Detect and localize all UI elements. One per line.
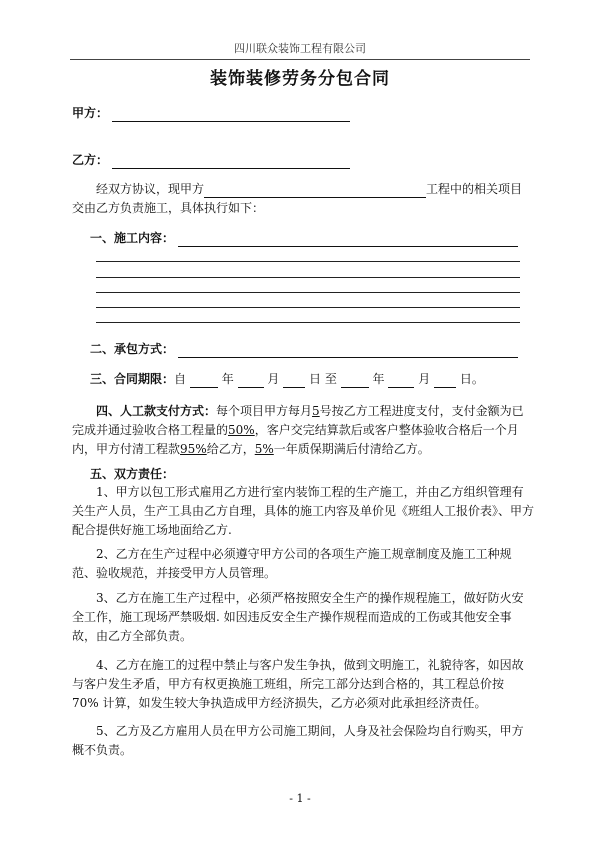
term-month-2: 月: [418, 372, 431, 386]
intro-suffix: 工程中的相关项目: [426, 182, 523, 196]
party-a-blank: [112, 107, 350, 122]
section-4-paragraph: [72, 402, 534, 459]
section-1-row: [90, 229, 518, 247]
section-4-text: 甲方付清工程款: [96, 442, 181, 456]
content-rule: [96, 277, 520, 278]
section-1-blank: [178, 232, 518, 247]
pay-day-value: 5: [312, 404, 320, 418]
party-b-blank: [112, 154, 350, 169]
term-day-to: 日 至: [309, 372, 337, 386]
end-year-blank: [341, 373, 369, 388]
duty-item-2: 2、乙方在生产过程中必须遵守甲方公司的各项生产施工规章制度及施工工种规范、验收规范，并接受甲方人员管理。: [72, 547, 512, 580]
party-b-label: 乙方：: [72, 153, 109, 167]
content-rule: [96, 322, 520, 323]
end-day-blank: [434, 373, 456, 388]
party-a-label: 甲方：: [72, 106, 109, 120]
duty-item-1: 1、甲方以包工形式雇用乙方进行室内装饰工程的生产施工，并由乙方组织管理有关生产人员，生产工具由乙方自理，具体的施工内容及单价见《班组人工报价表》、甲方配合提供好施工场地面给乙方.: [72, 485, 535, 537]
company-header: 四川联众装饰工程有限公司: [70, 40, 530, 60]
start-day-blank: [283, 373, 305, 388]
section-3-row: [90, 370, 484, 388]
section-4-text: ，客户交完结算款后或客户整体验收合格后一个月内，: [72, 423, 519, 456]
duty-item-4: 4、乙方在施工的过程中禁止与客户发生争执，做到文明施工，礼貌待客，如因故与客户发生矛盾，甲方有权更换施工班组，所完工部分达到合格的，其工程总价按 70% 计算，如发生较大争执造成甲方经济损失，乙方必须对此承担经济责任。: [72, 658, 524, 710]
term-from: 自: [174, 372, 187, 386]
term-month: 月: [267, 372, 280, 386]
section-2-blank: [178, 343, 518, 358]
intro-project-blank: [204, 183, 426, 198]
page-number: - 1 -: [289, 792, 311, 805]
term-year-2: 年: [372, 372, 385, 386]
section-4-text: 一年质保期满后付清给乙方。: [273, 442, 430, 456]
retention-percent-value: 5%: [254, 442, 274, 456]
section-4-text: 给乙方，: [206, 442, 255, 456]
intro-line-1: [96, 180, 522, 198]
section-2-row: [90, 340, 518, 358]
section-4-text: 每个项目甲方每月: [216, 404, 313, 418]
content-rule: [96, 261, 520, 262]
section-2-label: 二、承包方式：: [90, 342, 175, 356]
section-1-label: 一、施工内容：: [90, 231, 175, 245]
content-rule: [96, 292, 520, 293]
section-3-label: 三、合同期限：: [90, 372, 175, 386]
duty-item-5: 5、乙方及乙方雇用人员在甲方公司施工期间，人身及社会保险均自行购买，甲方概不负责。: [72, 724, 524, 757]
final-percent-value: 95%: [180, 442, 207, 456]
progress-percent-value: 50%: [228, 423, 255, 437]
intro-prefix: 经双方协议，现甲方: [96, 182, 205, 196]
section-4-text: 号按乙方工程进度支付，支付金额为已: [319, 404, 524, 418]
section-4-text: 完成并通过验收合格工程量的: [72, 423, 229, 437]
term-year: 年: [221, 372, 234, 386]
term-day-end: 日。: [459, 372, 484, 386]
contract-title: 装饰装修劳务分包合同: [210, 69, 390, 89]
start-month-blank: [238, 373, 264, 388]
section-4-label: 四、人工款支付方式：: [96, 404, 217, 418]
party-b-row: [72, 151, 350, 169]
section-5-label: 五、双方责任：: [90, 467, 175, 481]
start-year-blank: [190, 373, 218, 388]
content-rule: [96, 307, 520, 308]
end-month-blank: [388, 373, 414, 388]
party-a-row: [72, 104, 350, 122]
duty-item-3: 3、乙方在施工生产过程中，必须严格按照安全生产的操作规程施工，做好防火安全工作，施工现场严禁吸烟. 如因违反安全生产操作规程而造成的工伤或其他安全事故，由乙方全部负责。: [72, 591, 524, 643]
intro-line-2: 交由乙方负责施工，具体执行如下：: [72, 201, 265, 215]
